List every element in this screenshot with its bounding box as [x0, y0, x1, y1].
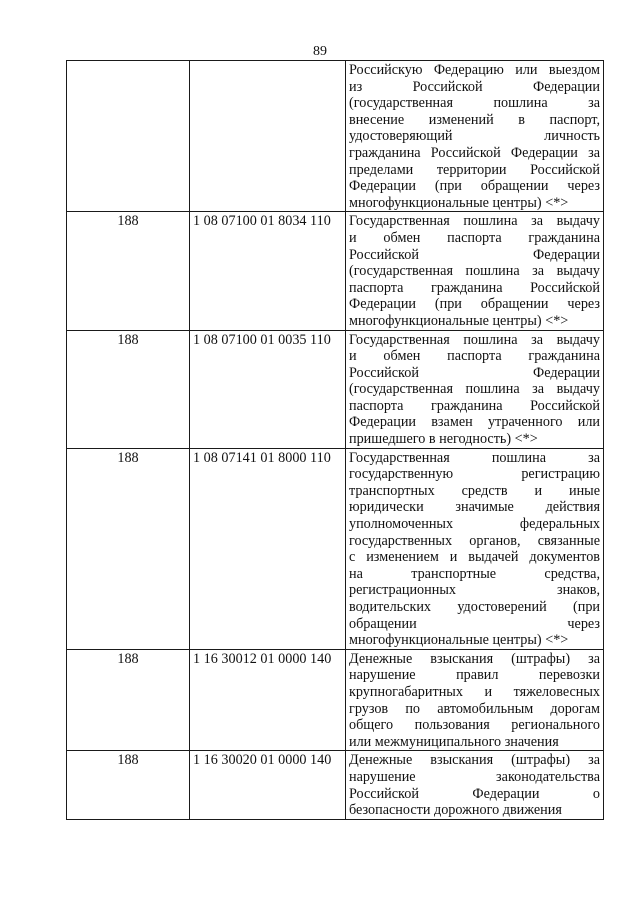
- revenue-name-line: транспортных средств и иные: [349, 482, 600, 499]
- revenue-name-line: удостоверяющий личность: [349, 128, 600, 145]
- revenue-name-line: Государственная пошлина за выдачу: [349, 213, 600, 230]
- revenue-name-line: (государственная пошлина за: [349, 95, 600, 112]
- revenue-name-line: государственных органов, связанные: [349, 532, 600, 549]
- revenue-name-line: Российской Федерации: [349, 246, 600, 263]
- revenue-name-line: Федерации (при обращении через: [349, 178, 600, 195]
- revenue-name-line: Государственная пошлина за выдачу: [349, 331, 600, 348]
- revenue-name-line: и обмен паспорта гражданина: [349, 348, 600, 365]
- administrator-code-cell: 188: [67, 649, 190, 751]
- administrator-code-cell: 188: [67, 751, 190, 819]
- revenue-name-line: безопасности дорожного движения: [349, 802, 562, 819]
- revenue-name-line: Денежные взыскания (штрафы) за: [349, 752, 600, 769]
- revenue-name-line: из Российской Федерации: [349, 78, 600, 95]
- revenue-name-cell: [346, 212, 604, 330]
- table-row: [67, 61, 604, 212]
- revenue-name-line: Государственная пошлина за: [349, 449, 600, 466]
- revenue-name-line: грузов по автомобильным дорогам: [349, 700, 600, 717]
- budget-classification-code-cell: 1 08 07100 01 0035 110: [190, 330, 346, 448]
- table-row: [67, 649, 604, 751]
- revenue-name-line: крупногабаритных и тяжеловесных: [349, 683, 600, 700]
- budget-code-table: [66, 60, 604, 820]
- budget-classification-code-cell: 1 16 30020 01 0000 140: [190, 751, 346, 819]
- table-row: [67, 330, 604, 448]
- administrator-code-cell: 188: [67, 448, 190, 649]
- revenue-name-line: государственную регистрацию: [349, 466, 600, 483]
- revenue-name-line: Федерации (при обращении через: [349, 296, 600, 313]
- revenue-name-line: нарушение законодательства: [349, 768, 600, 785]
- revenue-name-line: регистрационных знаков,: [349, 582, 600, 599]
- administrator-code-cell: 188: [67, 330, 190, 448]
- revenue-name-line: Российской Федерации о: [349, 785, 600, 802]
- revenue-name-line: обращении через: [349, 615, 600, 632]
- revenue-name-line: многофункциональные центры) <*>: [349, 632, 569, 649]
- revenue-name-line: многофункциональные центры) <*>: [349, 194, 569, 211]
- page-number: 89: [313, 44, 327, 59]
- revenue-name-line: юридически значимые действия: [349, 499, 600, 516]
- table-row: [67, 212, 604, 330]
- table-body: [67, 61, 604, 820]
- revenue-name-line: на транспортные средства,: [349, 565, 600, 582]
- revenue-name-cell: [346, 649, 604, 751]
- revenue-name-line: водительских удостоверений (при: [349, 599, 600, 615]
- revenue-name-line: пределами территории Российской: [349, 161, 600, 178]
- revenue-name-line: уполномоченных федеральных: [349, 516, 600, 533]
- administrator-code-cell: 188: [67, 212, 190, 330]
- revenue-name-line: нарушение правил перевозки: [349, 667, 600, 684]
- revenue-name-line: Российской Федерации: [349, 364, 600, 381]
- administrator-code-cell: [67, 61, 190, 212]
- budget-classification-code-cell: 1 08 07141 01 8000 110: [190, 448, 346, 649]
- table-row: [67, 448, 604, 649]
- revenue-name-cell: [346, 448, 604, 649]
- revenue-name-line: Федерации взамен утраченного или: [349, 414, 600, 431]
- revenue-name-line: пришедшего в негодность) <*>: [349, 431, 538, 448]
- revenue-name-line: Российскую Федерацию или выездом: [349, 62, 600, 78]
- revenue-name-line: и обмен паспорта гражданина: [349, 229, 600, 246]
- revenue-name-line: (государственная пошлина за выдачу: [349, 263, 600, 280]
- revenue-name-line: многофункциональные центры) <*>: [349, 312, 569, 329]
- revenue-name-line: внесение изменений в паспорт,: [349, 111, 600, 128]
- revenue-name-line: (государственная пошлина за выдачу: [349, 381, 600, 398]
- revenue-name-cell: [346, 330, 604, 448]
- table-row: [67, 751, 604, 819]
- revenue-name-line: общего пользования регионального: [349, 717, 600, 734]
- revenue-name-cell: [346, 61, 604, 212]
- revenue-name-line: гражданина Российской Федерации за: [349, 144, 600, 161]
- budget-classification-code-cell: 1 16 30012 01 0000 140: [190, 649, 346, 751]
- revenue-name-line: паспорта гражданина Российской: [349, 397, 600, 414]
- revenue-name-cell: [346, 751, 604, 819]
- revenue-name-line: или межмуниципального значения: [349, 733, 559, 750]
- revenue-name-line: с изменением и выдачей документов: [349, 549, 600, 566]
- revenue-name-line: Денежные взыскания (штрафы) за: [349, 650, 600, 667]
- budget-classification-code-cell: 1 08 07100 01 8034 110: [190, 212, 346, 330]
- revenue-name-line: паспорта гражданина Российской: [349, 279, 600, 296]
- budget-classification-code-cell: [190, 61, 346, 212]
